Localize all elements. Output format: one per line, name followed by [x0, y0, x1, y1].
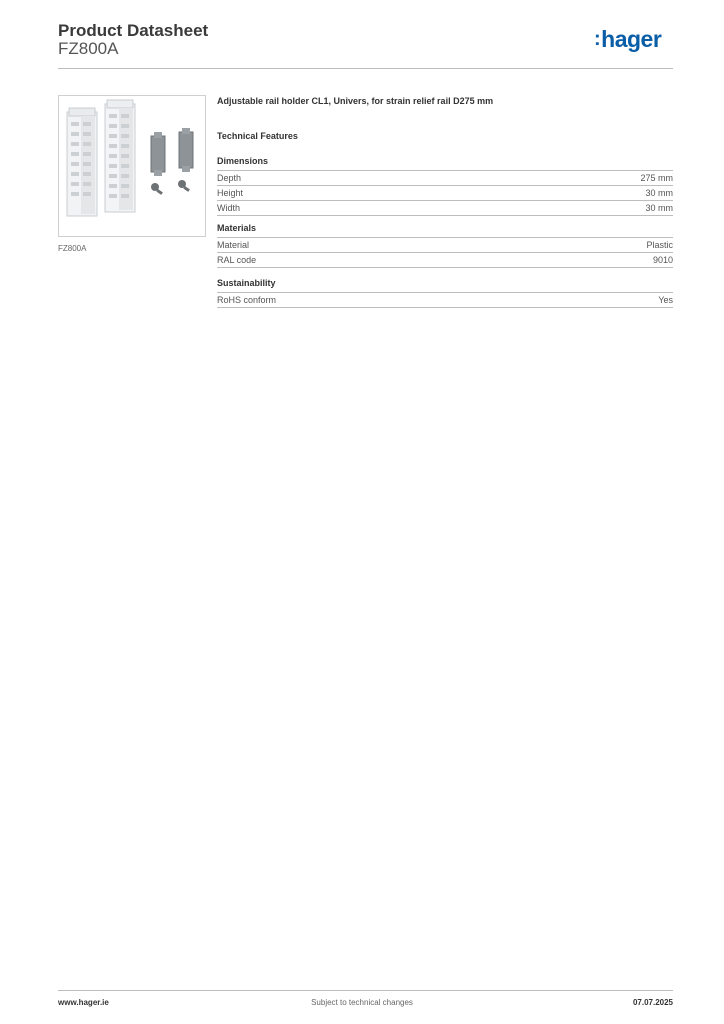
spec-label: RAL code — [217, 255, 257, 265]
spec-value: 30 mm — [645, 188, 673, 198]
section-title: Materials — [217, 223, 673, 238]
spec-label: RoHS conform — [217, 295, 277, 305]
spec-label: Material — [217, 240, 250, 250]
materials-section — [217, 223, 673, 268]
image-caption: FZ800A — [58, 244, 87, 253]
header-divider — [58, 68, 673, 69]
spec-value: 275 mm — [640, 173, 673, 183]
technical-features-heading: Technical Features — [217, 131, 298, 141]
spec-label: Width — [217, 203, 241, 213]
spec-value: Plastic — [646, 240, 673, 250]
spec-label: Depth — [217, 173, 242, 183]
hager-logo: :hager — [594, 26, 662, 52]
product-code: FZ800A — [58, 39, 119, 58]
footer-website-link[interactable]: www.hager.ie — [58, 998, 109, 1007]
spec-value: 9010 — [652, 255, 673, 265]
spec-row — [217, 293, 673, 308]
page-title: Product Datasheet — [58, 21, 209, 40]
section-title: Dimensions — [217, 156, 673, 171]
spec-row — [217, 186, 673, 201]
spec-value: Yes — [658, 295, 673, 305]
spec-row — [217, 171, 673, 186]
screw-1 — [151, 183, 163, 195]
metal-bracket-2 — [179, 128, 193, 172]
spec-row — [217, 201, 673, 216]
section-title: Sustainability — [217, 278, 673, 293]
product-description: Adjustable rail holder CL1, Univers, for strain relief rail D275 mm — [217, 96, 494, 106]
metal-bracket-1 — [151, 132, 165, 176]
spec-row — [217, 253, 673, 268]
footer-notice: Subject to technical changes — [311, 998, 413, 1007]
footer-date: 07.07.2025 — [632, 998, 673, 1007]
footer-divider — [58, 990, 673, 991]
logo-text: hager — [601, 26, 662, 52]
spec-label: Height — [217, 188, 244, 198]
sustainability-section — [217, 278, 673, 308]
spec-row — [217, 238, 673, 253]
spec-value: 30 mm — [645, 203, 673, 213]
product-image — [58, 95, 206, 237]
screw-2 — [178, 180, 190, 192]
dimensions-section — [217, 156, 673, 216]
